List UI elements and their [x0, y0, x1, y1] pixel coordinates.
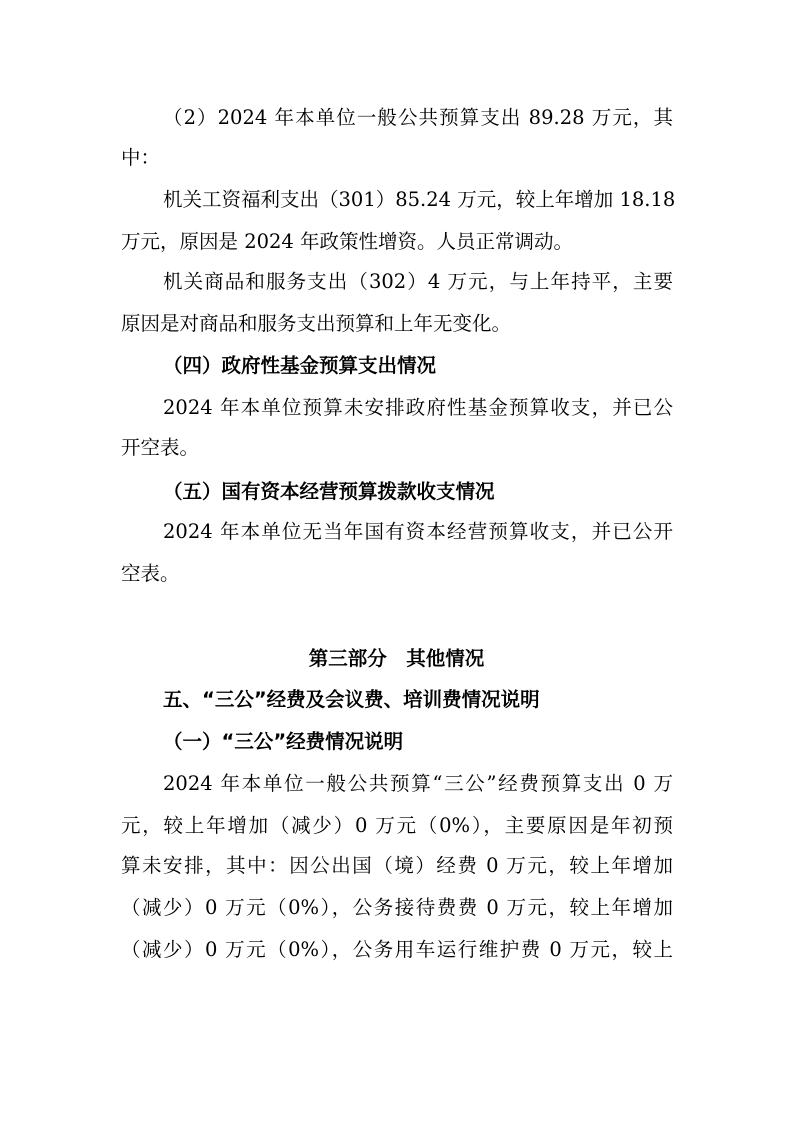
para-state-capital-line-1: 2024 年本单位无当年国有资本经营预算收支，并已公开: [163, 520, 673, 543]
para-three-public-line-3: 算未安排，其中：因公出国（境）经费 0 万元，较上年增加: [121, 854, 673, 877]
para-gov-fund-line-1: 2024 年本单位预算未安排政府性基金预算收支，并已公: [163, 396, 673, 419]
heading-state-capital: （五）国有资本经营预算拨款收支情况: [163, 480, 495, 503]
para-three-public-line-1: 2024 年本单位一般公共预算“三公”经费预算支出 0 万: [163, 772, 673, 795]
para-three-public-line-5: （减少）0 万元（0%），公务用车运行维护费 0 万元，较上: [121, 938, 673, 961]
subsection-one-title: （一）“三公”经费情况说明: [163, 730, 404, 753]
para-budget-line-1: （2）2024 年本单位一般公共预算支出 89.28 万元，其: [163, 106, 673, 129]
para-goods-line-1: 机关商品和服务支出（302）4 万元，与上年持平，主要: [163, 270, 673, 293]
para-budget-line-2: 中：: [121, 146, 161, 169]
heading-gov-fund: （四）政府性基金预算支出情况: [163, 354, 437, 377]
para-salary-line-2: 万元，原因是 2024 年政策性增资。人员正常调动。: [121, 230, 574, 253]
part-three-title: 第三部分 其他情况: [308, 647, 485, 670]
para-gov-fund-line-2: 开空表。: [121, 436, 200, 459]
section-five-title: 五、“三公”经费及会议费、培训费情况说明: [163, 688, 540, 711]
para-goods-line-2: 原因是对商品和服务支出预算和上年无变化。: [121, 312, 512, 335]
para-three-public-line-2: 元，较上年增加（减少）0 万元（0%），主要原因是年初预: [121, 814, 673, 837]
para-salary-line-1: 机关工资福利支出（301）85.24 万元，较上年增加 18.18: [163, 188, 676, 211]
para-state-capital-line-2: 空表。: [121, 562, 180, 585]
para-three-public-line-4: （减少）0 万元（0%），公务接待费费 0 万元，较上年增加: [121, 896, 673, 919]
